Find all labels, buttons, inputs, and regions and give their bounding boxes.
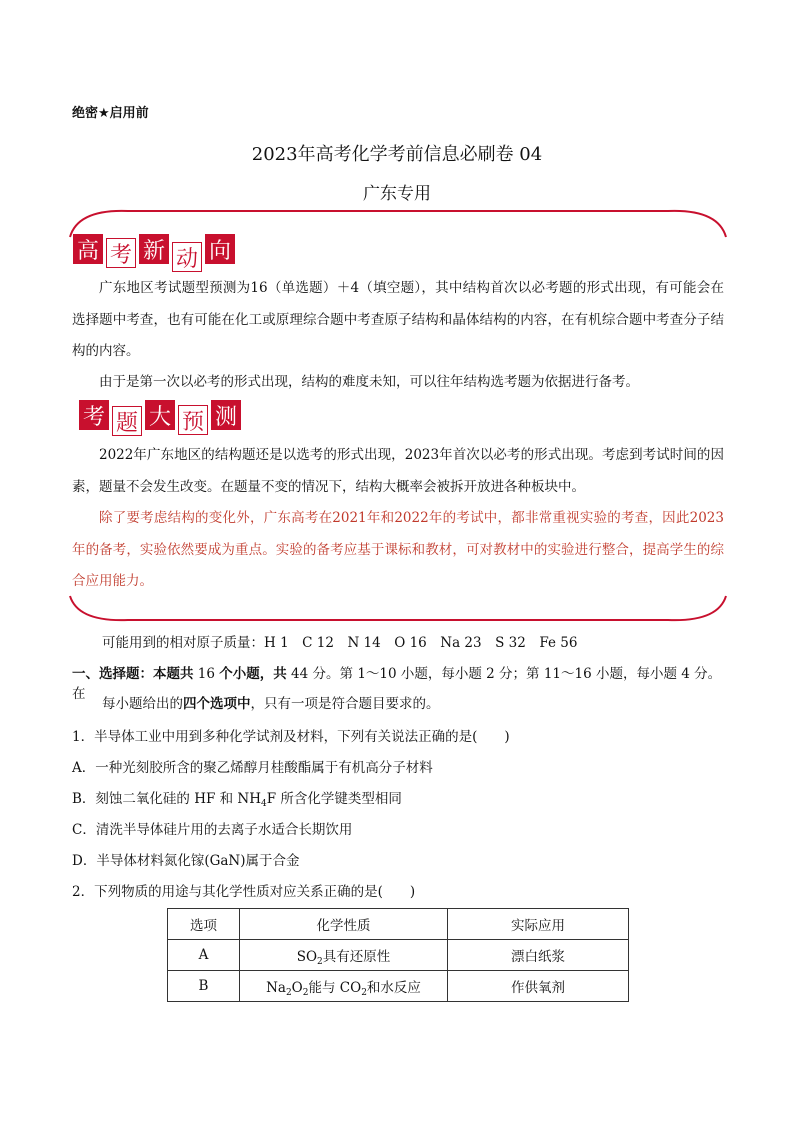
cell-text: 能与 CO <box>308 980 362 996</box>
table-row <box>168 971 629 1002</box>
trend-paragraph-2: 由于是第一次以必考的形式出现，结构的难度未知，可以往年结构选考题为依据进行备考。 <box>99 374 639 390</box>
line2-bold: 四个选项中 <box>183 696 251 712</box>
page-subtitle: 广东专用 <box>363 184 431 204</box>
banner-gaokao-new-trend <box>73 234 238 272</box>
banner-char: 动 <box>172 242 202 272</box>
question-2-table <box>167 908 629 1002</box>
table-row <box>168 940 629 971</box>
section-rest: 分。第 1～10 小题，每小题 2 分；第 11～16 小题，每小题 4 分。在 <box>72 666 722 702</box>
prediction-paragraph-1: 2022年广东地区的结构题还是以选考的形式出现，2023年首次以必考的形式出现。考虑到考试时间的因素，题量不会发生改变。在题量不变的情况下，结构大概率会被拆开放进各种板块中。 <box>72 447 724 495</box>
page-title: 2023年高考化学考前信息必刷卷 04 <box>251 144 543 165</box>
banner-char: 测 <box>211 400 241 430</box>
table-cell: 漂白纸浆 <box>448 940 629 971</box>
opt-b-sub: 4 <box>261 799 267 809</box>
question-1-option-d: D．半导体材料氮化镓(GaN)属于合金 <box>72 853 300 869</box>
cell-sub: 2 <box>302 988 309 998</box>
banner-char: 向 <box>205 234 235 264</box>
cell-sub: 2 <box>285 988 292 998</box>
banner-char: 考 <box>79 400 109 430</box>
banner-char: 大 <box>145 400 175 430</box>
banner-exam-prediction <box>79 400 244 436</box>
cell-text: 和水反应 <box>366 980 421 996</box>
line2-a: 每小题给出的 <box>102 696 183 712</box>
table-cell: B <box>168 971 240 1002</box>
question-1-option-b <box>72 789 732 809</box>
table-cell <box>240 971 448 1002</box>
table-header-row <box>168 909 629 940</box>
banner-char: 新 <box>139 234 169 264</box>
line2-b: ，只有一项是符合题目要求的。 <box>250 696 440 712</box>
banner-char: 高 <box>73 234 103 264</box>
table-cell: 作供氧剂 <box>448 971 629 1002</box>
banner-char: 考 <box>106 238 136 268</box>
table-cell: A <box>168 940 240 971</box>
question-count: 16 <box>193 666 220 682</box>
cell-sub: 2 <box>361 988 367 998</box>
question-1-option-a: A．一种光刻胶所含的聚乙烯醇月桂酸酯属于有机高分子材料 <box>72 760 433 776</box>
cell-text: SO <box>296 949 318 965</box>
trend-paragraph-1: 广东地区考试题型预测为16（单选题）＋4（填空题），其中结构首次以必考题的形式出现，有可能会在选择题中考查，也有可能在化工或原理综合题中考查原子结构和晶体结构的内容，在有机综合题中考查分子结构的内容。 <box>72 280 724 359</box>
cell-text: O <box>291 980 303 996</box>
total-score: 44 <box>286 666 313 682</box>
cell-text: Na <box>266 980 286 996</box>
section-bold-2: 个小题，共 <box>219 666 287 682</box>
choice-section-line2 <box>102 694 762 714</box>
prediction-paragraph-2: 除了要考虑结构的变化外，广东高考在2021年和2022年的考试中，都非常重视实验的考查，因此2023年的备考，实验依然要成为重点。实验的备考应基于课标和教材，可对教材中的实验进行整合，提高学生的综合应用能力。 <box>72 510 724 589</box>
section-prefix: 一、选择题： <box>72 666 153 682</box>
table-header: 选项 <box>168 909 240 940</box>
secret-label: 绝密★启用前 <box>72 106 149 121</box>
cell-text: 具有还原性 <box>322 949 391 965</box>
section-bold-1: 本题共 <box>153 666 194 682</box>
table-cell <box>240 940 448 971</box>
opt-b-pre: B．刻蚀二氧化硅的 HF 和 NH <box>72 791 262 807</box>
table-header: 实际应用 <box>448 909 629 940</box>
banner-char: 题 <box>112 406 142 436</box>
opt-b-post: F 所含化学键类型相同 <box>266 791 402 807</box>
atomic-masses: 可能用到的相对原子质量：H 1 C 12 N 14 O 16 Na 23 S 32 Fe 56 <box>102 635 578 651</box>
table-header: 化学性质 <box>240 909 448 940</box>
question-2-stem: 2．下列物质的用途与其化学性质对应关系正确的是( ) <box>72 884 416 900</box>
question-1-option-c: C．清洗半导体硅片用的去离子水适合长期饮用 <box>72 822 353 838</box>
cell-sub: 2 <box>317 957 323 967</box>
banner-char: 预 <box>178 405 208 435</box>
question-1-stem: 1．半导体工业中用到多种化学试剂及材料，下列有关说法正确的是( ) <box>72 729 510 745</box>
